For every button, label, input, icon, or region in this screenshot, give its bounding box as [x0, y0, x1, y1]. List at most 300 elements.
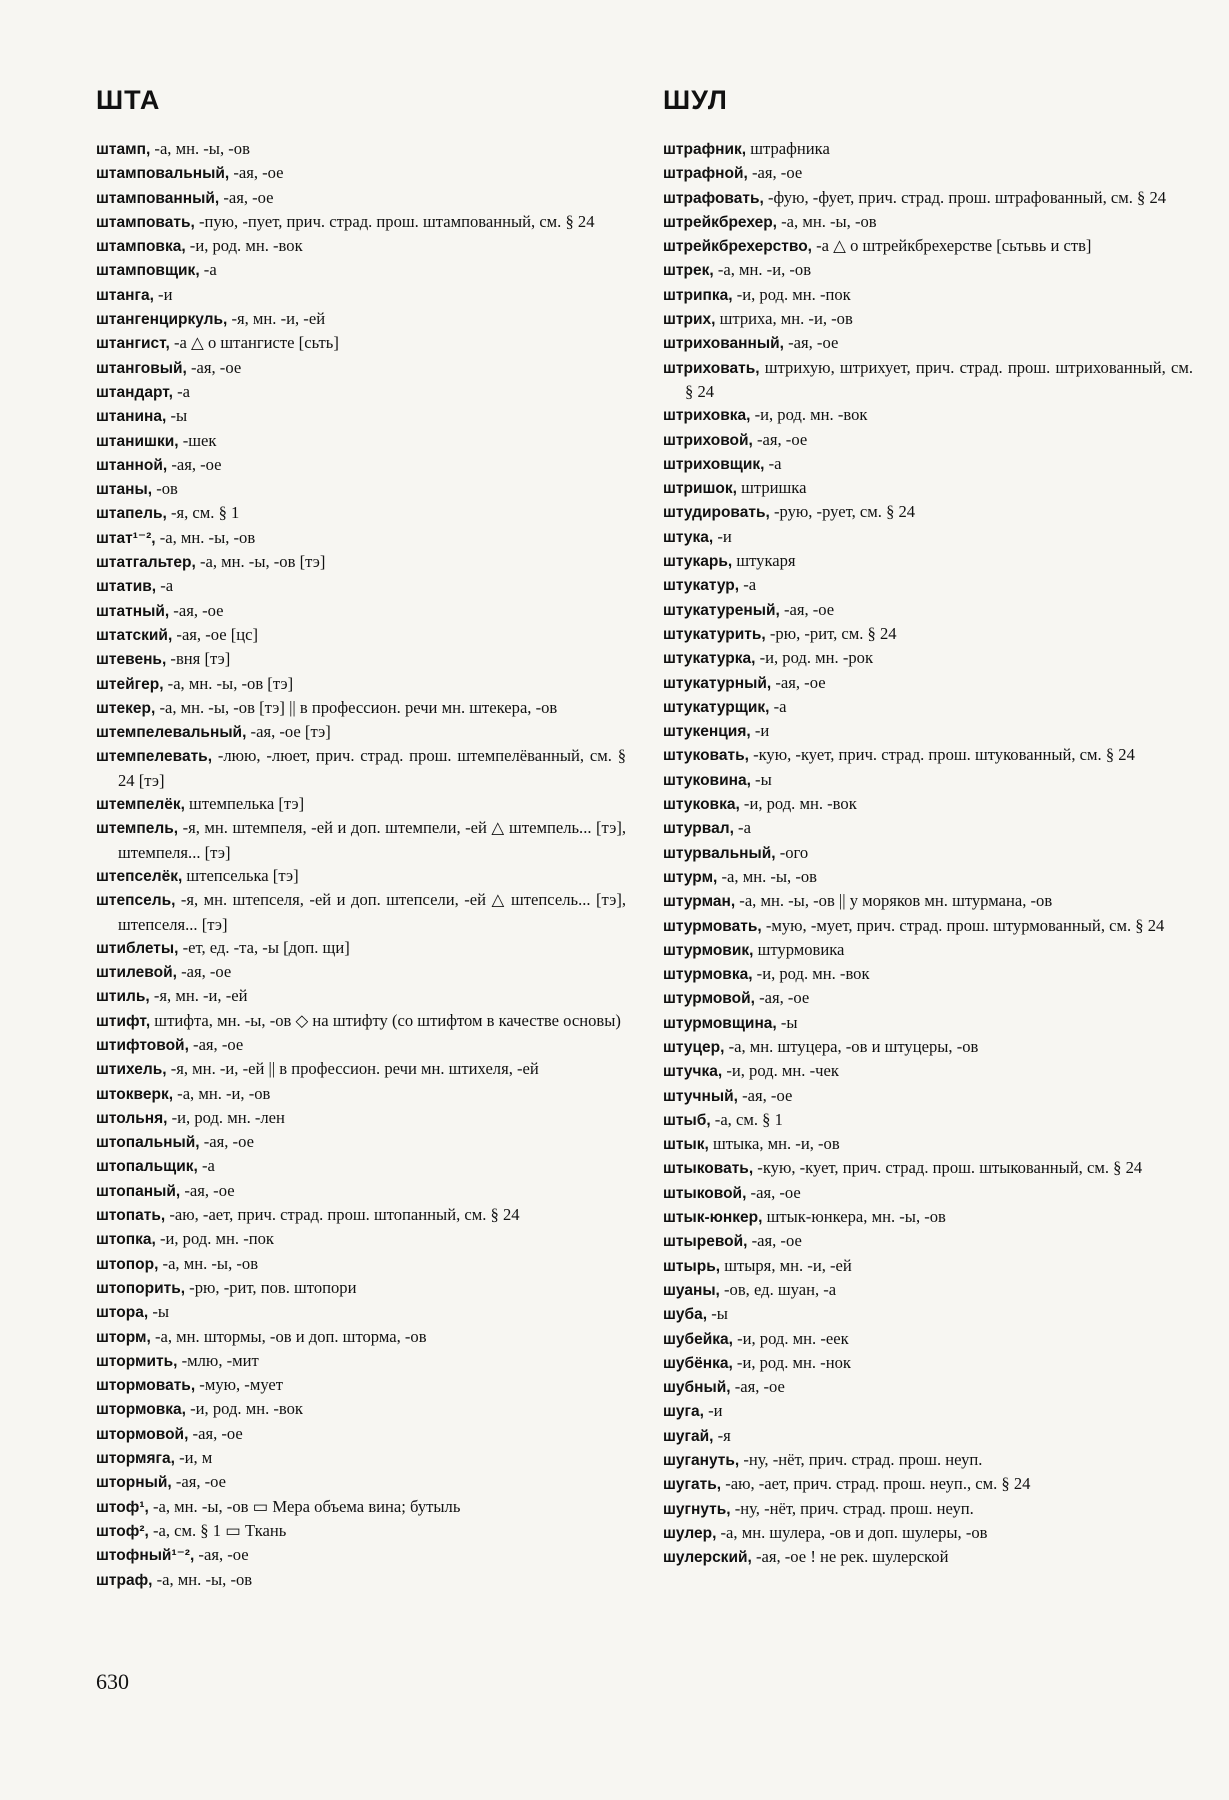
entry-headword: штофный¹⁻²,	[96, 1547, 195, 1565]
entry-headword: штрейкбрехерство,	[663, 238, 812, 256]
dictionary-entry	[663, 161, 1193, 185]
entry-grammar: -а	[764, 453, 782, 473]
dictionary-entry	[96, 186, 626, 210]
entry-grammar: -рю, -рит, см. § 24	[765, 623, 897, 643]
entry-grammar: -ая, -ое	[169, 600, 224, 620]
entry-grammar: -ая, -ое [цс]	[172, 624, 259, 644]
entry-headword: штатив,	[96, 578, 157, 596]
dictionary-entry	[663, 671, 1193, 695]
dictionary-entry	[96, 1495, 626, 1519]
entry-grammar: -а	[172, 381, 190, 401]
dictionary-entry	[96, 1373, 626, 1397]
dictionary-entry	[663, 573, 1193, 597]
dictionary-entry	[663, 1302, 1193, 1326]
dictionary-entry	[96, 453, 626, 477]
entry-grammar: -ая, -ое	[176, 962, 232, 982]
dictionary-entry	[663, 1181, 1193, 1205]
entry-grammar: -кую, -кует, прич. страд. прош. штыкованный, см. § 24	[753, 1158, 1143, 1178]
entry-headword: штучка,	[663, 1063, 723, 1081]
entry-grammar: штепселька [тэ]	[182, 865, 299, 885]
entry-headword: штучный,	[663, 1087, 738, 1105]
dictionary-entry	[663, 549, 1193, 573]
entry-headword: штанишки,	[96, 432, 179, 450]
entry-grammar: штрафника	[746, 139, 830, 158]
entry-headword: штатский,	[96, 626, 173, 644]
entry-grammar: -ов	[152, 479, 178, 499]
dictionary-entry	[663, 1399, 1193, 1423]
entry-headword: штыб,	[663, 1111, 711, 1129]
entry-grammar: -пую, -пует, прич. страд. прош. штампованный, см. § 24	[194, 211, 595, 231]
entry-grammar: -и, род. мн. -вок	[739, 794, 857, 814]
entry-headword: штопор,	[96, 1255, 159, 1273]
entry-headword: шубёнка,	[663, 1354, 733, 1372]
entry-grammar: -а, мн. -ы, -ов [тэ] || в профессион. речи мн. штекера, -ов	[155, 697, 558, 717]
entry-grammar: -а, мн. -ы, -ов	[158, 1253, 259, 1273]
entry-headword: штурмовщина,	[663, 1014, 777, 1032]
dictionary-entry	[663, 1132, 1193, 1156]
entry-headword: штангист,	[96, 335, 170, 353]
entry-headword: штриховой,	[663, 431, 753, 449]
entry-headword: штыковой,	[663, 1184, 747, 1202]
entry-grammar: штурмовика	[753, 939, 845, 959]
entry-grammar: -а	[739, 575, 757, 595]
entry-grammar: -а, мн. -и, -ов	[173, 1083, 271, 1103]
entry-headword: штукатурщик,	[663, 698, 770, 716]
entry-grammar: -а	[197, 1156, 215, 1176]
entry-headword: штопать,	[96, 1207, 166, 1225]
dictionary-entry	[663, 186, 1193, 210]
dictionary-entry	[96, 1325, 626, 1349]
entry-grammar: -ая, -ое	[747, 1231, 802, 1251]
dictionary-entry	[96, 984, 626, 1008]
entry-headword: штырь,	[663, 1257, 721, 1275]
entry-headword: штамповальный,	[96, 165, 230, 183]
entry-grammar: -и, род. мн. -рок	[755, 648, 874, 668]
entry-grammar: -и, род. мн. -вок	[185, 236, 303, 256]
entry-headword: штрек,	[663, 262, 714, 280]
entry-grammar: -я, мн. штепселя, -ей и доп. штепсели, -ей △ штепсель... [тэ], штепселя... [тэ]	[118, 890, 626, 934]
dictionary-entry	[96, 647, 626, 671]
entry-headword: штифт,	[96, 1012, 151, 1030]
entry-headword: шубный,	[663, 1379, 731, 1397]
entry-grammar: -шек	[178, 430, 217, 450]
entry-grammar: -и	[703, 1401, 723, 1421]
dictionary-entry	[663, 1472, 1193, 1496]
entry-headword: шулер,	[663, 1524, 717, 1542]
entry-headword: штемпелевальный,	[96, 724, 247, 742]
dictionary-entry	[96, 501, 626, 525]
entry-grammar: -а, мн. -ы, -ов [тэ]	[163, 673, 294, 693]
entry-grammar: -и, род. мн. -чек	[722, 1061, 839, 1081]
dictionary-entry	[663, 792, 1193, 816]
entry-grammar: -а, мн. -и, -ов	[713, 260, 812, 280]
dictionary-entry	[663, 1205, 1193, 1229]
entry-grammar: -ая, -ое	[180, 1180, 235, 1200]
entry-grammar: -ая, -ое	[737, 1085, 793, 1105]
entry-grammar: -и, род. мн. -вок	[750, 405, 868, 425]
dictionary-entry	[663, 962, 1193, 986]
dictionary-entry	[96, 1203, 626, 1227]
entry-grammar: -и, м	[174, 1448, 213, 1468]
entry-headword: штоф¹,	[96, 1498, 149, 1516]
entry-headword: штопальщик,	[96, 1158, 198, 1176]
entry-grammar: -ая, -ое [тэ]	[246, 722, 331, 742]
entry-grammar: -мую, -мует, прич. страд. прош. штурмованный, см. § 24	[761, 915, 1165, 935]
dictionary-entry	[96, 1082, 626, 1106]
entry-grammar: -я, мн. -и, -ей	[149, 986, 248, 1006]
entry-grammar: -а, мн. -ы, -ов	[155, 527, 256, 547]
entry-headword: штык,	[663, 1136, 709, 1154]
entry-grammar: -а	[769, 696, 787, 716]
entry-headword: штепсель,	[96, 892, 176, 910]
entry-headword: шулерский,	[663, 1549, 752, 1567]
entry-grammar: -я, мн. -и, -ей	[227, 309, 326, 329]
entry-grammar: -аю, -ает, прич. страд. прош. неуп., см. § 24	[721, 1474, 1031, 1494]
dictionary-entry	[96, 1300, 626, 1324]
dictionary-entry	[96, 696, 626, 720]
entry-headword: штилевой,	[96, 964, 177, 982]
entry-headword: штормяга,	[96, 1450, 175, 1468]
dictionary-entry	[96, 720, 626, 744]
entry-headword: штурвал,	[663, 820, 734, 838]
entry-headword: штоф²,	[96, 1522, 149, 1540]
entry-grammar: -вня [тэ]	[166, 649, 231, 669]
entry-grammar: -и, род. мн. -лен	[167, 1107, 285, 1127]
dictionary-entry	[96, 283, 626, 307]
entry-headword: штыковать,	[663, 1160, 754, 1178]
entry-headword: штрафник,	[663, 141, 747, 158]
dictionary-entry	[663, 768, 1193, 792]
entry-headword: штриховщик,	[663, 455, 765, 473]
running-header-right: ШУЛ	[663, 85, 728, 115]
entry-headword: штопальный,	[96, 1134, 200, 1152]
entry-grammar: -и, род. мн. -пок	[155, 1229, 274, 1249]
dictionary-entry	[96, 331, 626, 355]
running-header-left: ШТА	[96, 85, 161, 115]
entry-grammar: -ая, -ое	[167, 454, 222, 474]
dictionary-entry	[663, 500, 1193, 524]
entry-grammar: -ов, ед. шуан, -а	[719, 1279, 837, 1299]
dictionary-entry	[96, 1543, 626, 1567]
entry-headword: штрипка,	[663, 286, 733, 304]
entry-headword: штора,	[96, 1304, 149, 1322]
entry-grammar: -и, род. мн. -еек	[732, 1328, 849, 1348]
entry-headword: штраф,	[96, 1571, 153, 1589]
entry-grammar: штукаря	[732, 551, 796, 571]
dictionary-entry	[96, 550, 626, 574]
entry-grammar: -а, мн. -ы, -ов || у моряков мн. штурмана, -ов	[735, 891, 1053, 911]
dictionary-entry	[96, 816, 626, 864]
entry-grammar: -ы	[707, 1304, 728, 1324]
entry-grammar: -и, род. мн. -нок	[732, 1352, 851, 1372]
entry-headword: штатгальтер,	[96, 554, 196, 572]
dictionary-entry	[96, 380, 626, 404]
entry-headword: штольня,	[96, 1109, 168, 1127]
dictionary-entry	[663, 137, 1193, 161]
entry-headword: штемпель,	[96, 820, 179, 838]
entry-headword: штукенция,	[663, 723, 751, 741]
dictionary-entry	[663, 1156, 1193, 1180]
entry-grammar: -ет, ед. -та, -ы [доп. щи]	[178, 937, 350, 957]
dictionary-entry	[96, 1227, 626, 1251]
entry-grammar: -а, см. § 1	[710, 1109, 783, 1129]
dictionary-entry	[96, 356, 626, 380]
entry-headword: шугануть,	[663, 1452, 740, 1470]
dictionary-entry	[663, 622, 1193, 646]
dictionary-entry	[96, 1130, 626, 1154]
entry-headword: штекер,	[96, 699, 156, 717]
dictionary-entry	[96, 574, 626, 598]
entry-headword: штопорить,	[96, 1279, 186, 1297]
entry-headword: штампованный,	[96, 189, 220, 207]
entry-grammar: -млю, -мит	[177, 1350, 259, 1370]
entry-grammar: -ая, -ое	[730, 1377, 785, 1397]
entry-headword: штуковка,	[663, 796, 740, 814]
entry-headword: штамповка,	[96, 238, 186, 256]
entry-headword: штурвальный,	[663, 844, 776, 862]
entry-headword: штанга,	[96, 286, 154, 304]
entry-headword: штрихованный,	[663, 335, 784, 353]
dictionary-entry	[96, 744, 626, 792]
dictionary-entry	[663, 695, 1193, 719]
dictionary-entry	[663, 1424, 1193, 1448]
entry-headword: штукарь,	[663, 553, 733, 571]
dictionary-entry	[96, 1422, 626, 1446]
entry-headword: штамп,	[96, 141, 151, 158]
entry-grammar: -и, род. мн. -пок	[732, 284, 851, 304]
dictionary-entry	[96, 1349, 626, 1373]
entry-grammar: -ы	[750, 769, 772, 789]
dictionary-entry	[663, 719, 1193, 743]
entry-grammar: -и, род. мн. -вок	[752, 964, 870, 984]
entry-grammar: -а, мн. -ы, -ов	[776, 211, 877, 231]
dictionary-entry	[663, 938, 1193, 962]
dictionary-entry	[96, 888, 626, 936]
entry-grammar: -рую, -рует, см. § 24	[769, 502, 916, 522]
entry-headword: штукатурить,	[663, 625, 766, 643]
dictionary-entry	[96, 936, 626, 960]
dictionary-entry	[96, 1446, 626, 1470]
dictionary-entry	[663, 1254, 1193, 1278]
entry-headword: шуга,	[663, 1403, 704, 1421]
dictionary-entry	[96, 1009, 626, 1033]
entry-grammar: -ая, -ое	[779, 599, 835, 619]
entry-headword: штандарт,	[96, 383, 173, 401]
dictionary-entry	[663, 914, 1193, 938]
dictionary-entry	[96, 623, 626, 647]
entry-headword: штейгер,	[96, 675, 164, 693]
dictionary-entry	[663, 476, 1193, 500]
entry-grammar: -ая, -ое	[754, 988, 810, 1008]
dictionary-entry	[663, 1351, 1193, 1375]
dictionary-entry	[96, 161, 626, 185]
dictionary-entry	[663, 816, 1193, 840]
entry-grammar: -а	[156, 576, 174, 596]
entry-headword: штихель,	[96, 1061, 167, 1079]
entry-grammar: -а, мн. штормы, -ов и доп. шторма, -ов	[150, 1326, 427, 1346]
entry-grammar: -ая, -ое	[783, 333, 839, 353]
dictionary-entry	[663, 307, 1193, 331]
entry-headword: штапель,	[96, 505, 167, 523]
entry-headword: штуковина,	[663, 771, 751, 789]
entry-list-left	[96, 137, 626, 1592]
dictionary-entry	[663, 258, 1193, 282]
dictionary-entry	[96, 429, 626, 453]
entry-grammar: -ая, -ое	[171, 1472, 227, 1492]
right-column	[663, 85, 1193, 1570]
entry-grammar: -а, мн. -ы, -ов ▭ Мера объема вина; бутыль	[148, 1496, 461, 1516]
entry-grammar: -и, род. мн. -вок	[185, 1399, 303, 1419]
entry-grammar: -ая, -ое	[229, 163, 284, 183]
entry-grammar: -а, мн. -ы, -ов [тэ]	[195, 552, 326, 572]
dictionary-entry	[663, 1545, 1193, 1569]
entry-headword: штиблеты,	[96, 939, 179, 957]
dictionary-entry	[96, 526, 626, 550]
entry-headword: штанина,	[96, 408, 167, 426]
entry-headword: штуцер,	[663, 1038, 725, 1056]
dictionary-entry	[663, 1229, 1193, 1253]
entry-grammar: -ая, -ое	[746, 1182, 801, 1202]
dictionary-entry	[663, 841, 1193, 865]
entry-headword: штриховать,	[663, 359, 760, 377]
entry-grammar: -аю, -ает, прич. страд. прош. штопанный, см. § 24	[165, 1205, 520, 1225]
entry-headword: шугать,	[663, 1476, 722, 1494]
entry-headword: штопка,	[96, 1231, 156, 1249]
entry-headword: штормовой,	[96, 1425, 189, 1443]
dictionary-entry	[96, 864, 626, 888]
entry-headword: штукатуреный,	[663, 601, 780, 619]
entry-grammar: -ая, -ое	[752, 429, 808, 449]
entry-grammar: -и	[750, 721, 770, 741]
entry-grammar: штык-юнкера, мн. -ы, -ов	[762, 1207, 946, 1227]
entry-grammar: -и	[153, 284, 173, 304]
entry-headword: штурмовать,	[663, 917, 762, 935]
entry-headword: штурмовой,	[663, 990, 755, 1008]
entry-headword: штокверк,	[96, 1085, 174, 1103]
entry-headword: штык-юнкер,	[663, 1209, 763, 1227]
entry-grammar: -ы	[776, 1012, 798, 1032]
dictionary-entry	[663, 598, 1193, 622]
entry-grammar: -ая, -ое	[219, 187, 274, 207]
entry-headword: штевень,	[96, 651, 167, 669]
entry-headword: штрафовать,	[663, 189, 764, 207]
entry-headword: штифтовой,	[96, 1036, 189, 1054]
entry-grammar: -ая, -ое	[188, 1423, 243, 1443]
entry-headword: шубейка,	[663, 1330, 733, 1348]
entry-headword: штормить,	[96, 1352, 178, 1370]
entry-grammar: -а △ о штангисте [сьть]	[169, 333, 339, 353]
entry-grammar: -а, см. § 1 ▭ Ткань	[148, 1520, 287, 1540]
dictionary-entry	[96, 1568, 626, 1592]
dictionary-entry	[663, 525, 1193, 549]
dictionary-entry	[663, 234, 1193, 258]
dictionary-entry	[96, 1397, 626, 1421]
entry-headword: штепселёк,	[96, 867, 183, 885]
entry-grammar: -ая, -ое	[186, 357, 242, 377]
entry-grammar: -а, мн. штуцера, -ов и штуцеры, -ов	[724, 1036, 979, 1056]
entry-headword: штудировать,	[663, 504, 770, 522]
entry-headword: штрейкбрехер,	[663, 213, 777, 231]
entry-grammar: -ы	[148, 1302, 169, 1322]
dictionary-entry	[96, 307, 626, 331]
entry-grammar: -мую, -мует	[195, 1375, 284, 1395]
dictionary-entry	[663, 1011, 1193, 1035]
entry-headword: шугай,	[663, 1427, 714, 1445]
entry-grammar: -ну, -нёт, прич. страд. прош. неуп.	[730, 1498, 974, 1518]
entry-headword: штамповщик,	[96, 262, 200, 280]
entry-grammar: -ая, -ое	[771, 672, 826, 692]
entry-list-right	[663, 137, 1193, 1570]
dictionary-entry	[663, 1521, 1193, 1545]
dictionary-entry	[96, 792, 626, 816]
entry-headword: штормовать,	[96, 1377, 196, 1395]
dictionary-entry	[663, 283, 1193, 307]
entry-grammar: штыря, мн. -и, -ей	[720, 1255, 852, 1275]
dictionary-entry	[96, 1057, 626, 1081]
dictionary-entry	[663, 1084, 1193, 1108]
entry-grammar: -а, мн. -ы, -ов	[150, 139, 250, 158]
entry-grammar: -ы	[166, 406, 188, 426]
entry-headword: штукатурный,	[663, 674, 772, 692]
entry-grammar: -я, мн. штемпеля, -ей и доп. штемпели, -ей △ штемпель... [тэ], штемпеля... [тэ]	[118, 818, 626, 862]
dictionary-entry	[96, 234, 626, 258]
dictionary-entry	[663, 331, 1193, 355]
entry-headword: штаны,	[96, 481, 153, 499]
entry-grammar: -а	[733, 818, 751, 838]
entry-headword: штанговый,	[96, 359, 187, 377]
entry-headword: штришок,	[663, 480, 737, 498]
dictionary-entry	[663, 1375, 1193, 1399]
entry-headword: штрафной,	[663, 165, 748, 183]
entry-grammar: -я, мн. -и, -ей || в профессион. речи мн. штихеля, -ей	[166, 1059, 539, 1079]
entry-headword: штиль,	[96, 988, 150, 1006]
entry-grammar: штыка, мн. -и, -ов	[708, 1134, 840, 1154]
dictionary-entry	[663, 452, 1193, 476]
entry-grammar: -люю, -люет, прич. страд. прош. штемпелёванный, см. § 24 [тэ]	[118, 746, 626, 790]
entry-grammar: -ая, -ое ! не рек. шулерской	[751, 1547, 949, 1567]
entry-headword: штука,	[663, 528, 714, 546]
entry-grammar: -ого	[775, 842, 809, 862]
dictionary-entry	[96, 599, 626, 623]
dictionary-entry	[96, 1252, 626, 1276]
dictionary-entry	[96, 258, 626, 282]
entry-grammar: штемпелька [тэ]	[184, 794, 305, 814]
entry-headword: шуаны,	[663, 1281, 720, 1299]
entry-grammar: -ну, -нёт, прич. страд. прош. неуп.	[739, 1450, 983, 1470]
dictionary-entry	[663, 210, 1193, 234]
entry-headword: штурмовик,	[663, 941, 754, 959]
entry-headword: штурмовка,	[663, 966, 753, 984]
dictionary-entry	[663, 889, 1193, 913]
entry-grammar: штришка	[736, 478, 807, 498]
entry-grammar: -ая, -ое	[747, 163, 803, 183]
entry-grammar: штифта, мн. -ы, -ов ◇ на штифту (со штифтом в качестве основы)	[150, 1010, 621, 1030]
entry-headword: штурман,	[663, 893, 736, 911]
dictionary-entry	[663, 1108, 1193, 1132]
entry-headword: штанной,	[96, 456, 168, 474]
entry-grammar: -я	[713, 1425, 731, 1445]
entry-grammar: -ая, -ое	[194, 1545, 249, 1565]
entry-headword: штатный,	[96, 602, 170, 620]
entry-headword: штопаный,	[96, 1182, 181, 1200]
entry-grammar: -я, см. § 1	[166, 503, 240, 523]
dictionary-entry	[96, 1470, 626, 1494]
entry-grammar: -а, мн. -ы, -ов	[152, 1569, 253, 1589]
dictionary-entry	[96, 672, 626, 696]
entry-grammar: -кую, -кует, прич. страд. прош. штукованный, см. § 24	[748, 745, 1135, 765]
entry-headword: штормовка,	[96, 1401, 186, 1419]
entry-headword: штемпелёк,	[96, 796, 185, 814]
